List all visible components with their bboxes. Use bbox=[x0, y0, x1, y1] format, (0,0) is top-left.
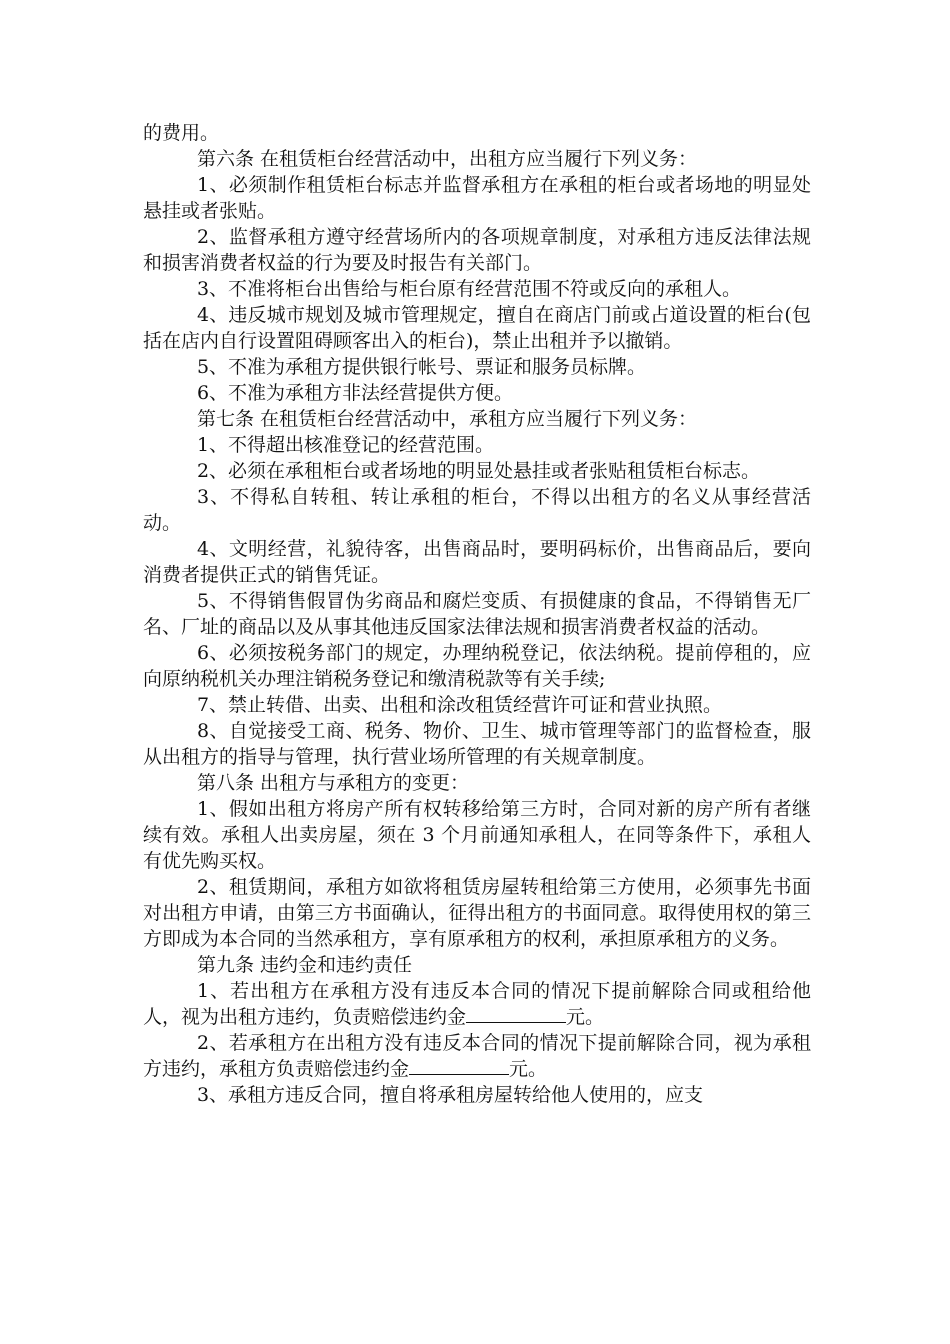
article-8-title: 第八条 出租方与承租方的变更： bbox=[196, 772, 469, 794]
article-8-item-1: 1、假如出租方将房产所有权转移给第三方时，合同对新的房产所有者继续有效。承租人出卖房屋，须在 3 个月前通知承租人，在同等条件下，承租人有优先购买权。 bbox=[143, 798, 811, 872]
article-9-title: 第九条 违约金和违约责任 bbox=[196, 954, 412, 976]
article-6-item-3: 3、不准将柜台出售给与柜台原有经营范围不符或反向的承租人。 bbox=[196, 278, 742, 300]
article-7-item-8: 8、自觉接受工商、税务、物价、卫生、城市管理等部门的监督检查，服从出租方的指导与管理，执行营业场所管理的有关规章制度。 bbox=[143, 720, 811, 768]
article-7-item-4: 4、文明经营，礼貌待客，出售商品时，要明码标价，出售商品后，要向消费者提供正式的销售凭证。 bbox=[143, 538, 811, 586]
paragraph-continuation: 的费用。 bbox=[143, 122, 220, 144]
article-9-item-1-text: 1、若出租方在承租方没有违反本合同的情况下提前解除合同或租给他人，视为出租方违约，负责赔偿违约金 bbox=[143, 980, 811, 1028]
article-9-item-2-text: 2、若承租方在出租方没有违反本合同的情况下提前解除合同，视为承租方违约，承租方负责赔偿违约金 bbox=[143, 1032, 811, 1080]
article-7-item-7: 7、禁止转借、出卖、出租和涂改租赁经营许可证和营业执照。 bbox=[196, 694, 723, 716]
article-9-item-1 bbox=[143, 978, 811, 1030]
article-9-item-1-unit: 元。 bbox=[566, 1006, 605, 1028]
article-8-item-2: 2、租赁期间，承租方如欲将租赁房屋转租给第三方使用，必须事先书面对出租方申请，由第三方书面确认，征得出租方的书面同意。取得使用权的第三方即成为本合同的当然承租方，享有原承租方的权利，承担原承租方的义务。 bbox=[143, 876, 811, 950]
article-6-item-1: 1、必须制作租赁柜台标志并监督承租方在承租的柜台或者场地的明显处悬挂或者张贴。 bbox=[143, 174, 811, 222]
article-6-item-4: 4、违反城市规划及城市管理规定，擅自在商店门前或占道设置的柜台(包括在店内自行设置阻碍顾客出入的柜台)，禁止出租并予以撤销。 bbox=[143, 304, 811, 352]
article-7-title: 第七条 在租赁柜台经营活动中，承租方应当履行下列义务： bbox=[196, 408, 697, 430]
article-7-item-1: 1、不得超出核准登记的经营范围。 bbox=[196, 434, 495, 456]
article-9-item-3: 3、承租方违反合同，擅自将承租房屋转给他人使用的，应支 bbox=[196, 1084, 704, 1106]
article-7-item-6: 6、必须按税务部门的规定，办理纳税登记，依法纳税。提前停租的，应向原纳税机关办理注销税务登记和缴清税款等有关手续; bbox=[143, 642, 811, 690]
article-6-item-2: 2、监督承租方遵守经营场所内的各项规章制度，对承租方违反法律法规和损害消费者权益的行为要及时报告有关部门。 bbox=[143, 226, 811, 274]
article-9-item-2-unit: 元。 bbox=[509, 1058, 548, 1080]
penalty-amount-blank-2 bbox=[409, 1056, 509, 1075]
article-9-item-2 bbox=[143, 1030, 811, 1082]
article-7-item-5: 5、不得销售假冒伪劣商品和腐烂变质、有损健康的食品，不得销售无厂名、厂址的商品以及从事其他违反国家法律法规和损害消费者权益的活动。 bbox=[143, 590, 811, 638]
article-6-item-5: 5、不准为承租方提供银行帐号、票证和服务员标牌。 bbox=[196, 356, 647, 378]
article-6-title: 第六条 在租赁柜台经营活动中，出租方应当履行下列义务： bbox=[196, 148, 697, 170]
article-6-item-6: 6、不准为承租方非法经营提供方便。 bbox=[196, 382, 514, 404]
article-7-item-2: 2、必须在承租柜台或者场地的明显处悬挂或者张贴租赁柜台标志。 bbox=[196, 460, 761, 482]
penalty-amount-blank-1 bbox=[466, 1004, 566, 1023]
document-page bbox=[143, 120, 811, 1108]
article-7-item-3: 3、不得私自转租、转让承租的柜台，不得以出租方的名义从事经营活动。 bbox=[143, 486, 811, 534]
